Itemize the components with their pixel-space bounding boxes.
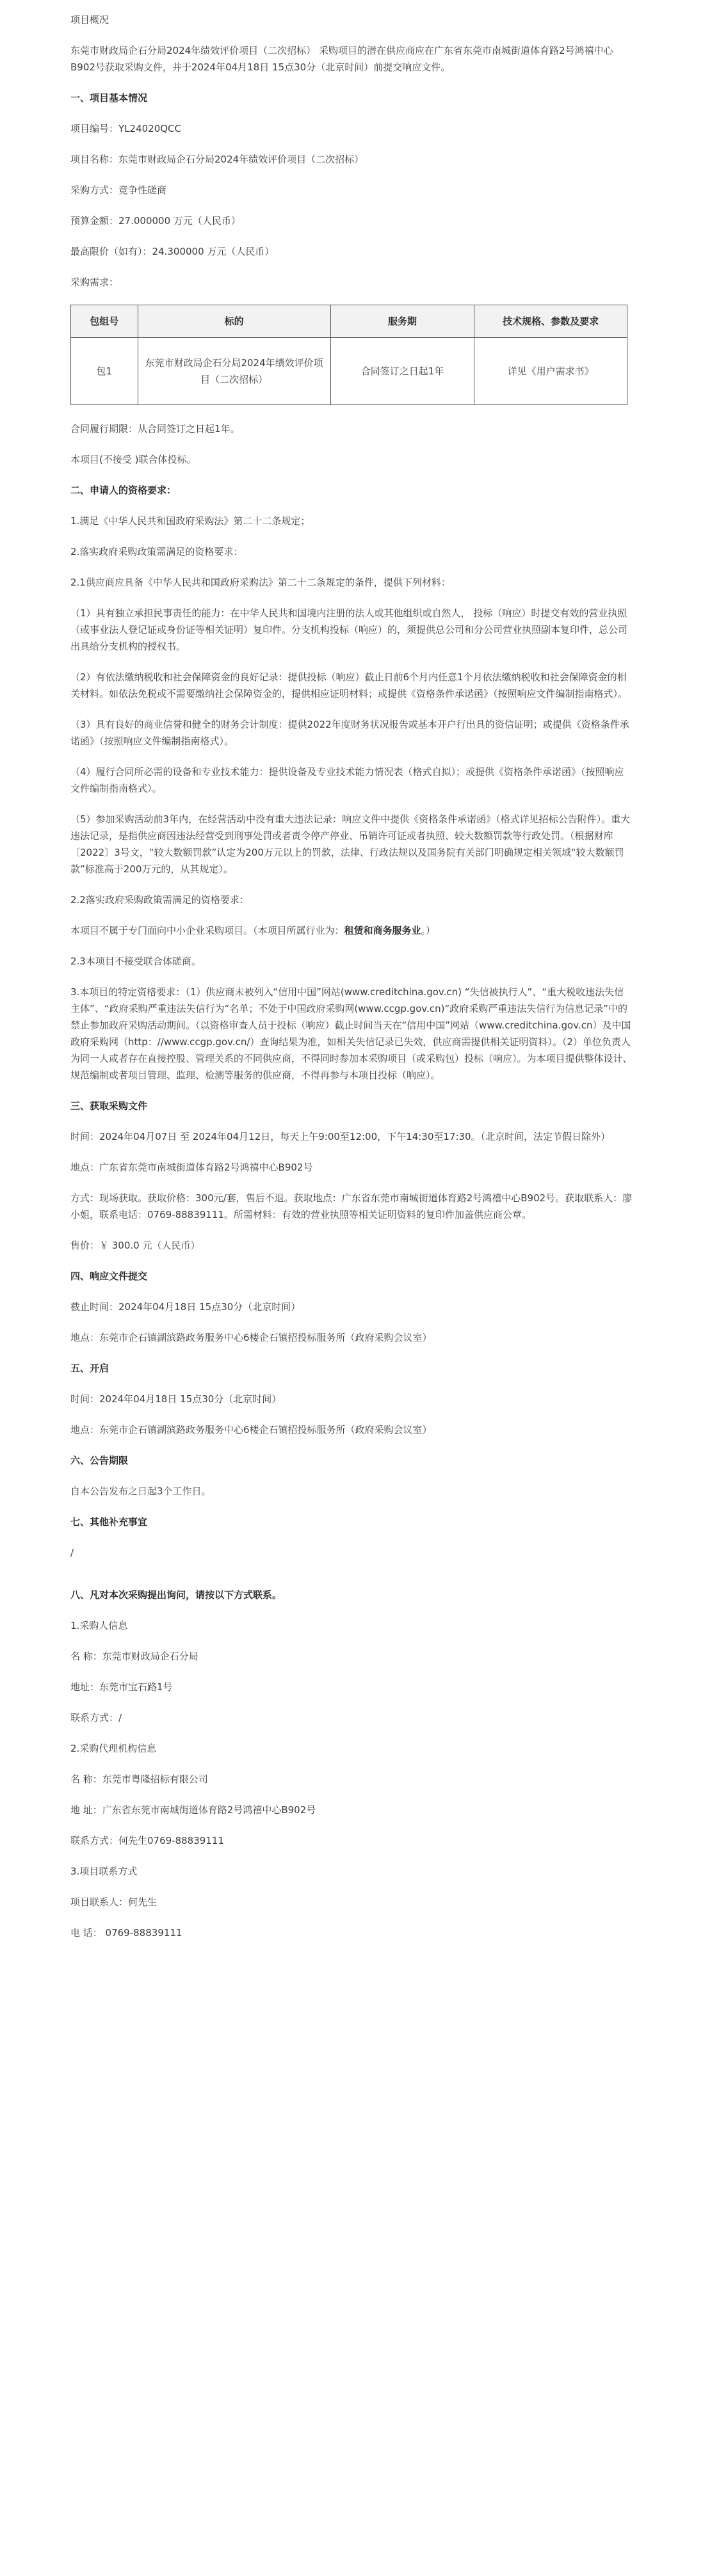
project-number: 项目编号：YL24020QCC xyxy=(70,123,181,134)
opening-place: 地点：东莞市企石镇湖滨路政务服务中心6楼企石镇招投标服务所（政府采购会议室） xyxy=(70,1424,432,1436)
column-header: 包组号 xyxy=(71,305,138,338)
qualification-3: 3.本项目的特定资格要求：（1）供应商未被列入“信用中国”网站(www.creditchina.gov.cn) “失信被执行人”、“重大税收违法失信主体”、“政府采购严重违法失信行为”名单；不处于中国政府采购网(www.ccgp.gov.cn)“政府采购严重违法失信行为信息记录”中的禁止参加政府采购活动期间。（以资格审查人员于投标（响应）截止时间当天在“信用中国”网站（www.creditchina.gov.cn）及中国政府采购网（http：//www.ccgp.gov.cn/）查询结果为准，如相关失信记录已失效，供应商需提供相关证明资料）。（2）单位负责人为同一人或者存在直接控股、管理关系的不同供应商，不得同时参加本采购项目（或采购包）投标（响应）。为本项目提供整体设计、规范编制或者项目管理、监理、检测等服务的供应商，不得再参与本项目投标（响应）。 xyxy=(70,986,633,1081)
section-2-title: 二、申请人的资格要求： xyxy=(70,484,177,496)
document-price: 售价：￥ 300.0 元（人民币） xyxy=(70,1240,200,1251)
sme-policy xyxy=(70,922,633,939)
industry-name: 租赁和商务服务业 xyxy=(344,925,421,936)
procurement-method: 采购方式：竞争性磋商 xyxy=(70,184,167,196)
purchaser-contact: 联系方式：/ xyxy=(70,1712,122,1724)
requirements-label: 采购需求： xyxy=(70,276,119,288)
requirements-table xyxy=(70,305,627,405)
table-row xyxy=(71,338,627,405)
agency-info-title: 2.采购代理机构信息 xyxy=(70,1743,157,1754)
purchaser-info-title: 1.采购人信息 xyxy=(70,1620,128,1631)
column-header: 服务期 xyxy=(330,305,474,338)
qualification-item-4: （4）履行合同所必需的设备和专业技术能力：提供设备及专业技术能力情况表（格式自拟）；或提供《资格条件承诺函》（按照响应文件编制指南格式）。 xyxy=(70,766,624,794)
qualification-2-1: 2.1供应商应具备《中华人民共和国政府采购法》第二十二条规定的条件，提供下列材料： xyxy=(70,577,451,588)
submission-place: 地点：东莞市企石镇湖滨路政务服务中心6楼企石镇招投标服务所（政府采购会议室） xyxy=(70,1332,432,1343)
overview-text: 东莞市财政局企石分局2024年绩效评价项目（二次招标） 采购项目的潜在供应商应在广东省东莞市南城街道体育路2号鸿禧中心B902号获取采购文件，并于2024年04月18日 15点30分（北京时间）前提交响应文件。 xyxy=(70,45,613,73)
purchaser-address: 地址：东莞市宝石路1号 xyxy=(70,1681,173,1693)
obtain-place: 地点：广东省东莞市南城街道体育路2号鸿禧中心B902号 xyxy=(70,1162,313,1173)
project-contact-title: 3.项目联系方式 xyxy=(70,1866,138,1877)
qualification-item-1: （1）具有独立承担民事责任的能力：在中华人民共和国境内注册的法人或其他组织或自然人， 投标（响应）时提交有效的营业执照（或事业法人登记证或身份证等相关证明）复印件。分支机构投标（响应）的，须提供总公司和分公司营业执照副本复印件，总公司出具给分支机构的授权书。 xyxy=(70,607,628,652)
project-name: 项目名称：东莞市财政局企石分局2024年绩效评价项目（二次招标） xyxy=(70,154,364,165)
qualification-2: 2.落实政府采购政策需满足的资格要求： xyxy=(70,546,243,557)
table-cell: 合同签订之日起1年 xyxy=(330,338,474,405)
obtain-time: 时间：2024年04月07日 至 2024年04月12日，每天上午9:00至12:00，下午14:30至17:30。（北京时间，法定节假日除外） xyxy=(70,1131,611,1142)
obtain-manner: 方式：现场获取。获取价格：300元/套，售后不退。获取地点：广东省东莞市南城街道体育路2号鸿禧中心B902号。获取联系人：廖小姐，联系电话：0769-88839111。所需材料：有效的营业执照等相关证明资料的复印件加盖供应商公章。 xyxy=(70,1192,633,1220)
max-price: 最高限价（如有）：24.300000 万元（人民币） xyxy=(70,246,275,257)
table-cell: 详见《用户需求书》 xyxy=(474,338,627,405)
table-cell: 包1 xyxy=(71,338,138,405)
qualification-item-3: （3）具有良好的商业信誉和健全的财务会计制度：提供2022年度财务状况报告或基本开户行出具的资信证明；或提供《资格条件承诺函》（按照响应文件编制指南格式）。 xyxy=(70,719,629,747)
section-4-title: 四、响应文件提交 xyxy=(70,1270,148,1282)
purchaser-name: 名 称：东莞市财政局企石分局 xyxy=(70,1651,198,1662)
section-3-title: 三、获取采购文件 xyxy=(70,1100,148,1112)
section-5-title: 五、开启 xyxy=(70,1363,109,1374)
joint-bid-note: 本项目(不接受 )联合体投标。 xyxy=(70,454,197,465)
qualification-item-5: （5）参加采购活动前3年内，在经营活动中没有重大违法记录：响应文件中提供《资格条件承诺函》（格式详见招标公告附件）。重大违法记录，是指供应商因违法经营受到刑事处罚或者责令停产停业、吊销许可证或者执照、较大数额罚款等行政处罚。（根据财库〔2022〕3号文，“较大数额罚款”认定为200万元以上的罚款，法律、行政法规以及国务院有关部门明确规定相关领域“较大数额罚款”标准高于200万元的，从其规定）。 xyxy=(70,813,631,875)
project-contact-phone: 电 话： 0769-88839111 xyxy=(70,1927,182,1939)
agency-contact: 联系方式：何先生0769-88839111 xyxy=(70,1835,224,1846)
project-contact-person: 项目联系人：何先生 xyxy=(70,1896,158,1908)
qualification-2-2: 2.2落实政府采购政策需满足的资格要求： xyxy=(70,894,249,906)
section-1-title: 一、项目基本情况 xyxy=(70,92,148,104)
supplementary-matters: / xyxy=(70,1547,74,1558)
section-6-title: 六、公告期限 xyxy=(70,1455,129,1466)
sme-policy-text: 本项目不属于专门面向中小企业采购项目。（本项目所属行业为： xyxy=(70,925,344,936)
section-8-title: 八、凡对本次采购提出询问，请按以下方式联系。 xyxy=(70,1589,282,1601)
qualification-2-3: 2.3本项目不接受联合体磋商。 xyxy=(70,956,201,967)
submission-deadline: 截止时间：2024年04月18日 15点30分（北京时间） xyxy=(70,1301,301,1313)
qualification-item-2: （2）有依法缴纳税收和社会保障资金的良好记录：提供投标（响应）截止日前6个月内任意1个月依法缴纳税收和社会保障资金的相关材料。如依法免税或不需要缴纳社会保障资金的，提供相应证明材料；或提供《资格条件承诺函》（按照响应文件编制指南格式）。 xyxy=(70,671,628,700)
table-header-row xyxy=(71,305,627,338)
qualification-1: 1.满足《中华人民共和国政府采购法》第二十二条规定； xyxy=(70,515,311,527)
column-header: 标的 xyxy=(138,305,330,338)
agency-name: 名 称：东莞市粤隆招标有限公司 xyxy=(70,1773,208,1785)
section-7-title: 七、其他补充事宜 xyxy=(70,1516,148,1528)
notice-period: 自本公告发布之日起3个工作日。 xyxy=(70,1485,211,1497)
sme-policy-end: 。） xyxy=(421,925,436,936)
table-cell: 东莞市财政局企石分局2024年绩效评价项目（二次招标） xyxy=(138,338,330,405)
budget-amount: 预算金额：27.000000 万元（人民币） xyxy=(70,215,241,227)
opening-time: 时间：2024年04月18日 15点30分（北京时间） xyxy=(70,1393,282,1405)
column-header: 技术规格、参数及要求 xyxy=(474,305,627,338)
overview-heading: 项目概况 xyxy=(70,14,109,26)
contract-period: 合同履行期限：从合同签订之日起1年。 xyxy=(70,423,240,435)
agency-address: 地 址：广东省东莞市南城街道体育路2号鸿禧中心B902号 xyxy=(70,1804,316,1816)
